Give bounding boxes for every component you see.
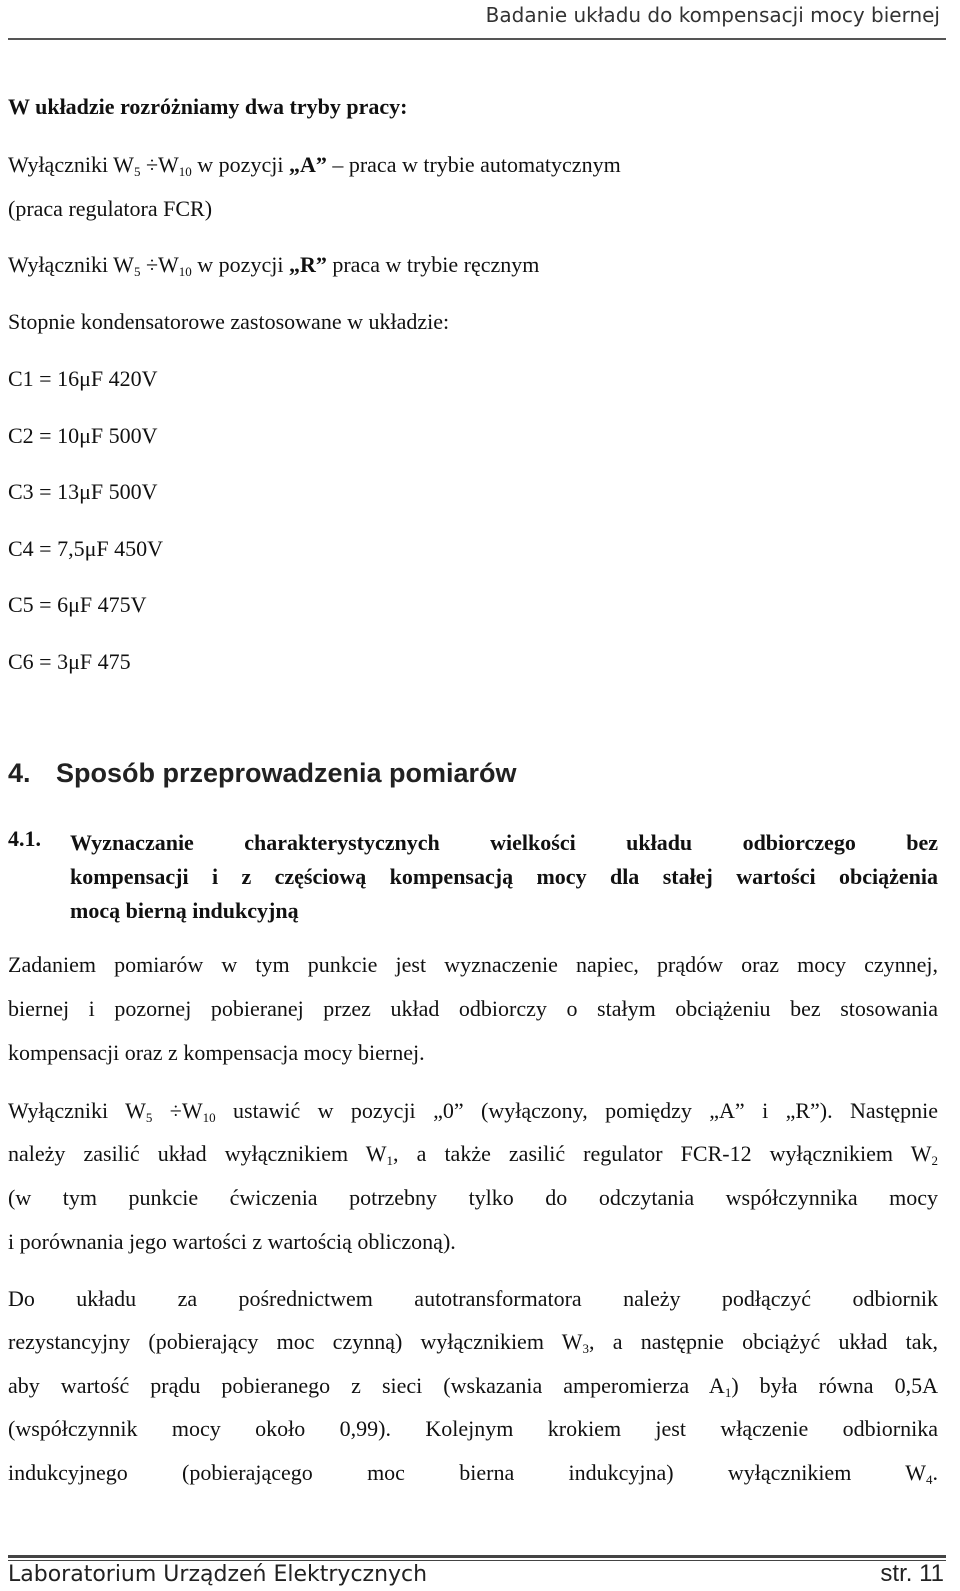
subscript: 10 [202,1110,216,1125]
text-part: ÷W [140,252,179,277]
text-part: w pozycji [191,252,289,277]
text-part: ÷W [152,1098,203,1123]
subscript: 4 [926,1472,933,1487]
page-number: str. 11 [880,1560,944,1587]
stage-item: C1 = 16μF 420V [8,366,158,391]
text-part: ) była równa 0,5A [731,1373,938,1398]
section-heading [8,758,517,789]
text-part: . [932,1460,938,1485]
text-part: należy zasilić układ wyłącznikiem W [8,1141,387,1166]
footer-lab-name: Laboratorium Urządzeń Elektrycznych [8,1562,428,1587]
subscript: 5 [133,164,141,179]
text-part: rezystancyjny (pobierający moc czynną) wyłącznikiem W [8,1329,583,1354]
mode-auto-line [8,152,621,180]
paragraph-line [8,1098,938,1126]
text-part: ÷W [140,152,179,177]
text-part: aby wartość prądu pobieranego z sieci (wskazania amperomierza A [8,1373,725,1398]
subscript: 10 [178,264,192,279]
paragraph-line: Zadaniem pomiarów w tym punkcie jest wyznaczenie napiec, prądów oraz mocy czynnej, [8,952,938,977]
subscript: 5 [145,1110,153,1125]
text-part: , a także zasilić regulator FCR-12 wyłącznikiem W [393,1141,932,1166]
paragraph-line: kompensacji oraz z kompensacja mocy biernej. [8,1040,425,1065]
text-part: – praca w trybie automatycznym [326,152,621,177]
mode-auto-note: (praca regulatora FCR) [8,196,213,221]
subsection-title-row: mocą bierną indukcyjną [70,898,299,923]
text-part: Wyłączniki W [8,1098,146,1123]
paragraph-line [8,1329,938,1357]
paragraph-line [8,1460,938,1488]
section-title: Sposób przeprowadzenia pomiarów [56,758,517,788]
subsection-title-row: Wyznaczanie charakterystycznych wielkości układu odbiorczego bez [70,830,938,855]
subscript: 5 [133,264,141,279]
subscript: 10 [178,164,192,179]
text-part: praca w trybie ręcznym [326,252,540,277]
paragraph-line [8,1373,938,1401]
subsection-title [70,826,938,928]
mode-manual-line [8,252,539,280]
paragraph-line: Do układu za pośrednictwem autotransformatora należy podłączyć odbiornik [8,1286,938,1311]
text-part: ustawić w pozycji „0” (wyłączony, pomiędzy „A” i „R”). Następnie [215,1098,938,1123]
subscript: 2 [931,1153,938,1168]
text-part: Wyłączniki W [8,152,134,177]
text-part: Wyłączniki W [8,252,134,277]
running-header: Badanie układu do kompensacji mocy biernej [485,3,940,27]
stages-heading: Stopnie kondensatorowe zastosowane w układzie: [8,309,450,334]
stage-item: C4 = 7,5μF 450V [8,536,163,561]
paragraph-line: (współczynnik mocy około 0,99). Kolejnym krokiem jest włączenie odbiornika [8,1416,938,1441]
stage-item: C6 = 3μF 475 [8,649,131,674]
paragraph-line: (w tym punkcie ćwiczenia potrzebny tylko do odczytania współczynnika mocy [8,1185,938,1210]
paragraph-line: i porównania jego wartości z wartością obliczoną). [8,1229,456,1254]
section-number: 4. [8,758,31,788]
subscript: 3 [582,1341,590,1356]
subsection-title-row: kompensacji i z częściową kompensacją mocy dla stałej wartości obciążenia [70,864,938,889]
stage-item: C5 = 6μF 475V [8,592,147,617]
header-rule [8,38,946,40]
position-label: „A” [288,152,327,177]
stage-item: C3 = 13μF 500V [8,479,158,504]
footer-rule [8,1555,946,1558]
paragraph-line [8,1141,938,1169]
paragraph-line: biernej i pozornej pobieranej przez układ odbiorczy o stałym obciążeniu bez stosowania [8,996,938,1021]
text-part: indukcyjnego (pobierającego moc bierna indukcyjna) wyłącznikiem W [8,1460,926,1485]
stage-item: C2 = 10μF 500V [8,423,158,448]
footer-rule [8,1560,946,1561]
text-part: w pozycji [191,152,289,177]
subscript: 1 [724,1385,732,1400]
position-label: „R” [288,252,327,277]
text-part: , a następnie obciążyć układ tak, [589,1329,938,1354]
subscript: 1 [386,1153,394,1168]
subsection-number: 4.1. [8,826,41,851]
modes-heading: W układzie rozróżniamy dwa tryby pracy: [8,94,408,119]
